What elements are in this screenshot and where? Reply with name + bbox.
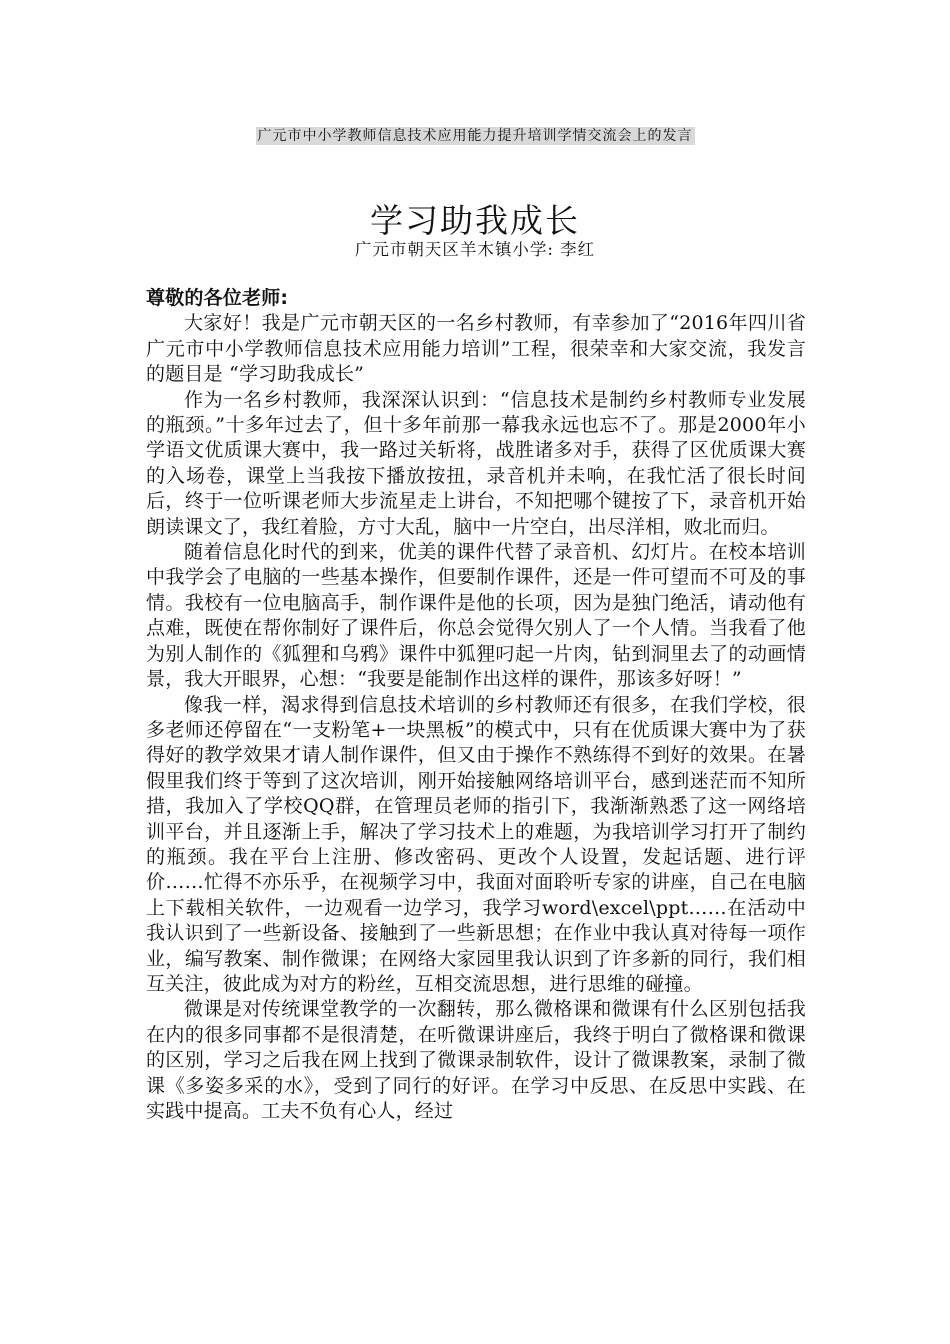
paragraph: 像我一样，渴求得到信息技术培训的乡村教师还有很多，在我们学校，很多老师还停留在“一支粉笔+一块黑板”的模式中，只有在优质课大赛中为了获得好的教学效果才请人制作课件，但又由于操作不熟练得不到好的效果。在暑假里我们终于等到了这次培训，刚开始接触网络培训平台，感到迷茫而不知所措，我加入了学校QQ群，在管理员老师的指引下，我渐渐熟悉了这一网络培训平台，并且逐渐上手，解决了学习技术上的难题，为我培训学习打开了制约的瓶颈。我在平台上注册、修改密码、更改个人设置，发起话题、进行评价……忙得不亦乐乎，在视频学习中，我面对面聆听专家的讲座，自己在电脑上下载相关软件，一边观看一边学习，我学习word\excel\ppt……在活动中我认识到了一些新设备、接触到了一些新思想；在作业中我认真对待每一项作业，编写教案、制作微课；在网络大家园里我认识到了许多新的同行，我们相互关注，彼此成为对方的粉丝，互相交流思想，进行思维的碰撞。 xyxy=(146,693,806,995)
paragraph: 作为一名乡村教师，我深深认识到：“信息技术是制约乡村教师专业发展的瓶颈。”十多年过去了，但十多年前那一幕我永远也忘不了。那是2000年小学语文优质课大赛中，我一路过关斩将，战胜诸多对手，获得了区优质课大赛的入场卷，课堂上当我按下播放按扭，录音机并未响，在我忙活了很长时间后，终于一位听课老师大步流星走上讲台，不知把哪个键按了下，录音机开始朗读课文了，我红着脸，方寸大乱，脑中一片空白，出尽洋相，败北而归。 xyxy=(146,388,806,538)
document-header-text: 广元市中小学教师信息技术应用能力提升培训学情交流会上的发言 xyxy=(257,128,693,144)
paragraph: 微课是对传统课堂教学的一次翻转，那么微格课和微课有什么区别包括我在内的很多同事都不是很清楚，在听微课讲座后，我终于明白了微格课和微课的区别，学习之后我在网上找到了微课录制软件，设计了微课教案，录制了微课《多姿多采的水》，受到了同行的好评。在学习中反思、在反思中实践、在实践中提高。工夫不负有心人，经过 xyxy=(146,998,806,1122)
salutation: 尊敬的各位老师: xyxy=(146,287,289,309)
document-header xyxy=(0,127,950,145)
document-author: 广元市朝天区羊木镇小学: 李红 xyxy=(354,240,596,259)
document-title: 学习助我成长 xyxy=(370,201,580,241)
paragraph: 随着信息化时代的到来，优美的课件代替了录音机、幻灯片。在校本培训中我学会了电脑的一些基本操作，但要制作课件，还是一件可望而不可及的事情。我校有一位电脑高手，制作课件是他的长项，因为是独门绝活，请动他有点难，既使在帮你制好了课件后，你总会觉得欠别人了一个人情。当我看了他为别人制作的《狐狸和乌鸦》课件中狐狸叼起一片肉，钻到洞里去了的动画情景，我大开眼界，心想：“我要是能制作出这样的课件，那该多好呀！” xyxy=(146,541,806,691)
document-body xyxy=(146,286,806,1124)
paragraph: 大家好！我是广元市朝天区的一名乡村教师，有幸参加了“2016年四川省广元市中小学教师信息技术应用能力培训”工程，很荣幸和大家交流，我发言的题目是 “学习助我成长” xyxy=(146,312,806,386)
